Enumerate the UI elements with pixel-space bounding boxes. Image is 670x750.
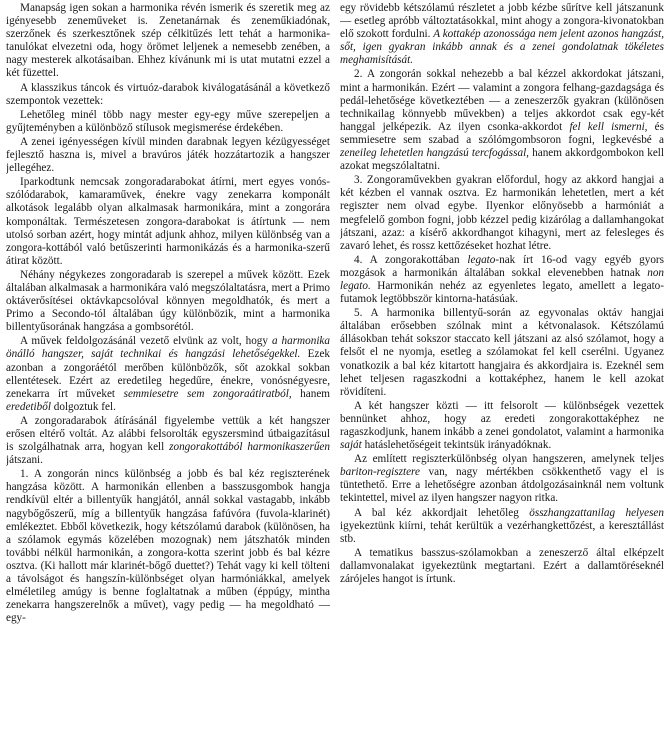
paragraph <box>340 453 664 505</box>
paragraph <box>340 2 664 67</box>
paragraph <box>340 507 664 546</box>
text-run: -nak írt 16-od vagy egyéb gyors mozgások a harmonikán általában sokkal elevenebben hatnak <box>340 253 664 279</box>
text-run: van, nagy mértékben csökkenthető vagy el is tüntethető. Erre a lehetőségre azonban átdolgozásainknál nem voltunk tekintettel, mivel az ilyen hangszer nagyon ritka. <box>340 466 664 505</box>
text-run: hanem <box>291 387 330 400</box>
emphasis-text: a harmonika önálló hangszer, saját technikai és hangzási lehetőségekkel. <box>6 335 330 361</box>
paragraph: A zenei igényességen kívül minden darabnak legyen kézügyességet fejlesztő haszna is, mivel a bravúros játék hozzátartozik a hangszer jellegéhez. <box>6 135 330 175</box>
paragraph: Lehetőleg minél több nagy mester egy-egy műve szerepeljen a gyűjteményben a különböző stílusok megismerése érdekében. <box>6 108 330 134</box>
text-run: A művek feldolgozásánál vezető elvünk az volt, hogy <box>20 335 272 348</box>
emphasis-text: saját <box>340 439 362 452</box>
text-run: 2. A zongorán sokkal nehezebb a bal kézzel akkordokat játszani, mint a harmonikán. Ezért — valamint a zongora felhang-gazdagsága és pedál-lehetősége következtében — a zeneszerzők gyakran (különösen technikailag könnyebb művekben) a teljes akkordot csak egy-két hanggal jelképezik. Az ilyen csonka-akkordot <box>340 68 664 133</box>
text-run: és semmiesetre sem szabad a szólómgombsoron fogni, legkevésbé a <box>340 120 664 146</box>
paragraph <box>340 254 664 306</box>
text-run: A zongoradarabok átírásánál figyelembe vettük a két hangszer erősen eltérő voltát. Az alábbi felsorolták egyszersmind útbaigazításul is szolgálhatnak arra, hogyan kell <box>6 414 330 454</box>
emphasis-text: A kottakép azonossága nem jelent azonos hangzást, sőt, igen gyakran inkább annak és a zenei gondolatnak tökéletes meghamisítását. <box>340 28 664 67</box>
paragraph: Néhány négykezes zongoradarab is szerepel a művek között. Ezek általában alkalmasak a harmonikára való megszólaltatásra, mert a Primo oktáverősítései oktávkapcsolóval könnyen megoldhatók, és mert a Primo a Secondo-tól általában úgy különbözik, mint a harmonika billentyűsorának hangzása a gombsorétól. <box>6 268 330 334</box>
paragraph: A tematikus basszus-szólamokban a zeneszerző által elképzelt dallamvonalakat igyekeztünk megtartani. Ezért a dallamtöréseknél zárójeles hangot is írtunk. <box>340 546 664 586</box>
emphasis-text: fel kell ismerni, <box>569 120 648 133</box>
emphasis-text: bariton-regisztere <box>340 466 420 479</box>
text-run: 4. A zongorakottában <box>354 253 468 266</box>
emphasis-text: zongorakottából harmonikaszerűen <box>169 441 330 454</box>
emphasis-text: eredetiből <box>6 400 51 413</box>
text-run: A bal kéz akkordjait lehetőleg <box>354 506 530 519</box>
emphasis-text: semmiesetre sem zongoraátiratból, <box>123 387 292 400</box>
text-run: Harmonikán nehéz az egyenletes legato, amellett a legato-futamok legtöbbször kintorna-hatásúak. <box>340 279 664 306</box>
paragraph: Manapság igen sokan a harmonika révén ismerik és szeretik meg az igényesebb zeneműveket is. Zenetanárnak és zeneműkiadónak, szerzőnek és szerkesztőnek szép célkitűzés lett tehát a harmonika-tanulókat elvezetni oda, hogy örömet leljenek a nemesebb zenében, a nagy mesterek alkotásaiban. Ehhez kívánunk mi is utat mutatni ezzel a két füzettel. <box>6 2 330 80</box>
left-column <box>6 2 330 750</box>
paragraph: A klasszikus táncok és virtuóz-darabok kiválogatásánál a következő szempontok vezettek: <box>6 81 330 107</box>
right-column <box>340 2 664 750</box>
text-run: Ezek azonban a zongoráétól merőben különbözők, sőt azokkal sokban ellentétesek. Ezért az eredetileg hegedűre, énekre, vonósnégyesre, zenekarra írt műveket <box>6 348 330 400</box>
text-run: hatáslehetőségeit tekintsük irányadóknak. <box>361 439 552 452</box>
paragraph <box>6 335 330 414</box>
paragraph <box>340 68 664 173</box>
paragraph <box>6 415 330 467</box>
text-run: igyekeztünk kiírni, tehát kerültük a vezérhangkettőzést, a keresztállást stb. <box>340 519 664 545</box>
emphasis-text: összhangzattanilag helyesen <box>529 506 664 519</box>
paragraph: 1. A zongorán nincs különbség a jobb és bal kéz regiszterének hangzása között. A harmonikán ellenben a basszusgombok hangja rendkívül eltér a billentyűk hangjától, annál sokkal vastagabb, inkább nagybőgőszerű, míg a billentyűk hangzása fafúvóra (fuvola-klarinét) emlékeztet. Ebből következik, hogy kétszólamú darabok (különösen, ha a szólamok egymás közelében mozognak) nem játszhatók minden további nélkül harmonikán, a zongora-kotta szerint jobb és bal kézre osztva. (Ki hallott már klarinét-bőgő duettet?) Tehát vagy ki kell tölteni a távolságot és hangszín-különbséget olyan harmóniákkal, amelyek elméletileg amúgy is benne foglaltatnak a műben (éppúgy, mintha zenekarra hangszerelnők a művet), vagy pedig — ha megoldható — egy- <box>6 468 330 625</box>
paragraph <box>340 400 664 452</box>
emphasis-text: non legato. <box>340 266 664 292</box>
text-run: egy rövidebb kétszólamú részletet a jobb kézbe sűrítve kell játszanunk — esetleg apróbb változtatásokkal, mint ahogy a zongora-kivonatokban elő szokott fordulni. <box>340 2 664 41</box>
text-run: A két hangszer közti — itt felsorolt — különbségek vezettek bennünket ahhoz, hogy az eredeti zongorakottaképhez ne ragaszkodjunk, hanem inkább a zenei gondolatot, valamint a harmonika <box>340 399 664 438</box>
text-run: hanem akkordgombokon kell azokat megszólaltatni. <box>340 147 664 173</box>
text-run: dolgoztuk fel. <box>50 400 116 413</box>
emphasis-text: zeneileg lehetetlen hangzású tercfogással, <box>340 147 529 160</box>
paragraph: 5. A harmonika billentyű-során az egyvonalas oktáv hangjai általában erősebben szólnak mint a kétvonalasok. Kétszólamú állásokban tehát sokszor staccato kell játszani az alsó szólamot, hogy a felsőt el ne nyomja, esetleg a szólamokat fel kell cserélni. Ugyanez vonatkozik a bal kéz kitartott hangjaira és akkordjaira is. Ezeknél sem lehet teljesen ragaszkodni a kottaképhez, hanem le kell azokat rövidíteni. <box>340 307 664 398</box>
paragraph: 3. Zongoraművekben gyakran előfordul, hogy az akkord hangjai a két kézben el vannak osztva. Ez harmonikán lehetetlen, mert a két regiszter nem olvad egybe. Ilyenkor előnyösebb a harmóniát a megfelelő gombon fogni, jobb kézzel pedig kizárólag a dallamhangokat játszani, azaz: a kísérő akkordhangot kihagyni, mert az felesleges és zavaró lehet, és rossz kettőzéseket hozhat létre. <box>340 174 664 252</box>
emphasis-text: legato <box>467 253 496 266</box>
text-run: Az említett regiszterkülönbség olyan hangszeren, amelynek teljes <box>354 453 664 466</box>
paragraph: Iparkodtunk nemcsak zongoradarabokat átírni, mert egyes vonós-szólódarabok, kamaraművek, énekre vagy zenekarra komponált alkotások legalább olyan alkalmasak harmonikára, mint a zongorára komponáltak. Természetesen zongora-darabokat is átírtunk — nem utolsó sorban azért, hogy mintát adjunk ahhoz, milyen különbség van a zongora-kottából való betűszerinti harmonikázás és a harmonika-szerű átirat között. <box>6 176 330 267</box>
text-run: játszani. <box>6 454 43 467</box>
